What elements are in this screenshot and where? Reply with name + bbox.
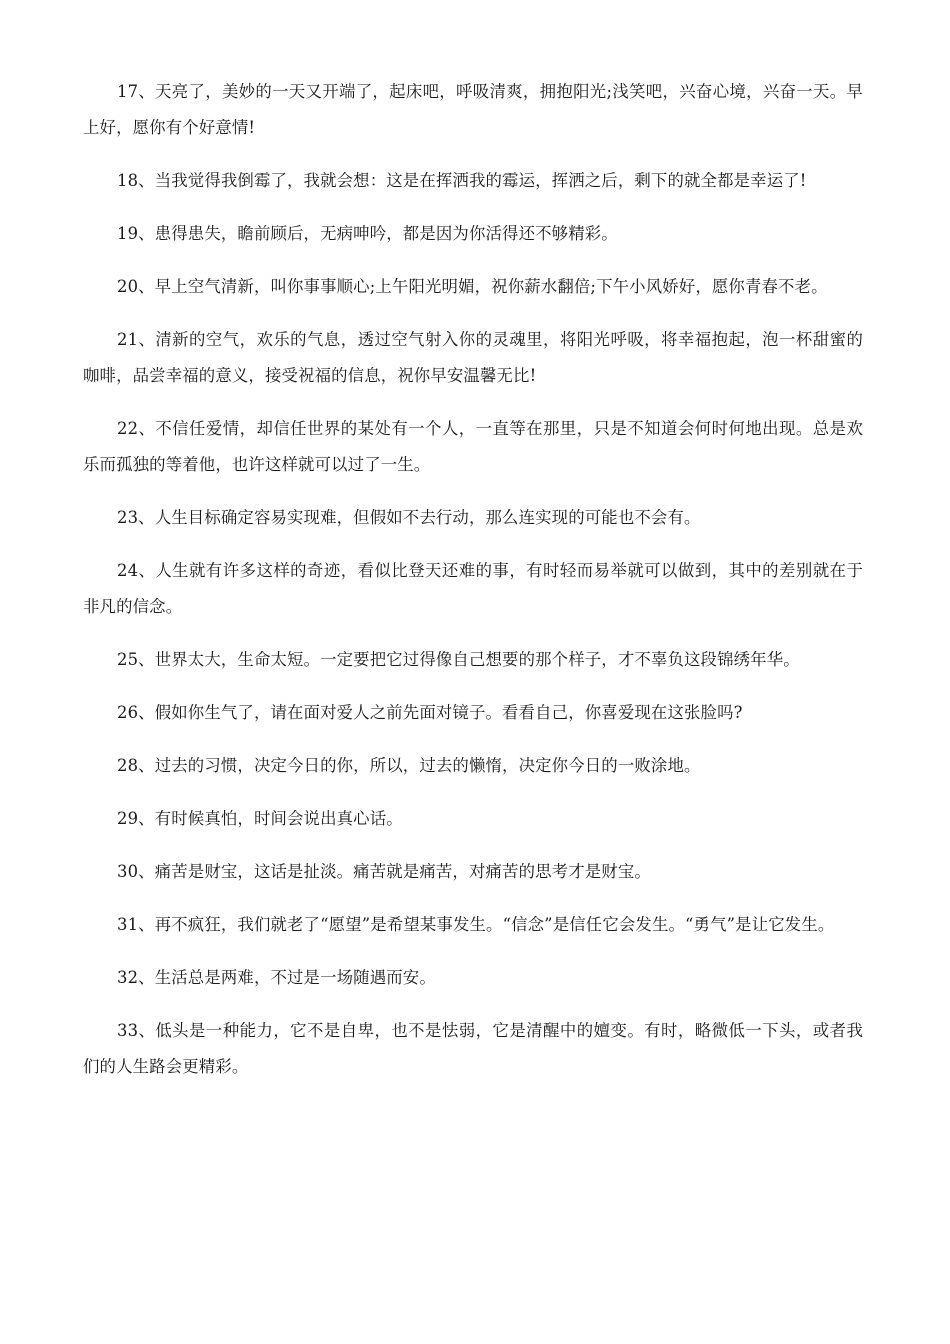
paragraph-30: 30、痛苦是财宝，这话是扯淡。痛苦就是痛苦，对痛苦的思考才是财宝。 (117, 862, 651, 881)
paragraph-25: 25、世界太大，生命太短。一定要把它过得像自己想要的那个样子，才不辜负这段锦绣年华。 (117, 650, 800, 669)
paragraph-33: 33、低头是一种能力，它不是自卑，也不是怯弱，它是清醒中的嬗变。有时，略微低一下头，或者我们的人生路会更精彩。 (83, 1021, 863, 1076)
paragraph-31: 31、再不疯狂，我们就老了“愿望”是希望某事发生。“信念”是信任它会发生。“勇气”是让它发生。 (117, 915, 835, 934)
paragraph-23: 23、人生目标确定容易实现难，但假如不去行动，那么连实现的可能也不会有。 (117, 508, 701, 527)
paragraph-22: 22、不信任爱情，却信任世界的某处有一个人，一直等在那里，只是不知道会何时何地出现。总是欢乐而孤独的等着他，也许这样就可以过了一生。 (83, 419, 863, 474)
paragraph-28: 28、过去的习惯，决定今日的你，所以，过去的懒惰，决定你今日的一败涂地。 (117, 756, 701, 775)
document-body (83, 74, 863, 1102)
paragraph-17: 17、天亮了，美妙的一天又开端了，起床吧，呼吸清爽，拥抱阳光;浅笑吧，兴奋心境，兴奋一天。早上好，愿你有个好意情! (83, 82, 863, 137)
paragraph-32: 32、生活总是两难，不过是一场随遇而安。 (117, 968, 436, 987)
paragraph-18: 18、当我觉得我倒霉了，我就会想：这是在挥洒我的霉运，挥洒之后，剩下的就全都是幸运了! (117, 171, 807, 190)
paragraph-29: 29、有时候真怕，时间会说出真心话。 (117, 809, 403, 828)
paragraph-26: 26、假如你生气了，请在面对爱人之前先面对镜子。看看自己，你喜爱现在这张脸吗? (117, 703, 743, 722)
paragraph-21: 21、清新的空气，欢乐的气息，透过空气射入你的灵魂里，将阳光呼吸，将幸福抱起，泡一杯甜蜜的咖啡，品尝幸福的意义，接受祝福的信息，祝你早安温馨无比! (83, 330, 863, 385)
paragraph-20: 20、早上空气清新，叫你事事顺心;上午阳光明媚，祝你薪水翻倍;下午小风娇好，愿你青春不老。 (117, 277, 828, 296)
paragraph-24: 24、人生就有许多这样的奇迹，看似比登天还难的事，有时轻而易举就可以做到，其中的差别就在于非凡的信念。 (83, 561, 863, 616)
paragraph-19: 19、患得患失，瞻前顾后，无病呻吟，都是因为你活得还不够精彩。 (117, 224, 618, 243)
